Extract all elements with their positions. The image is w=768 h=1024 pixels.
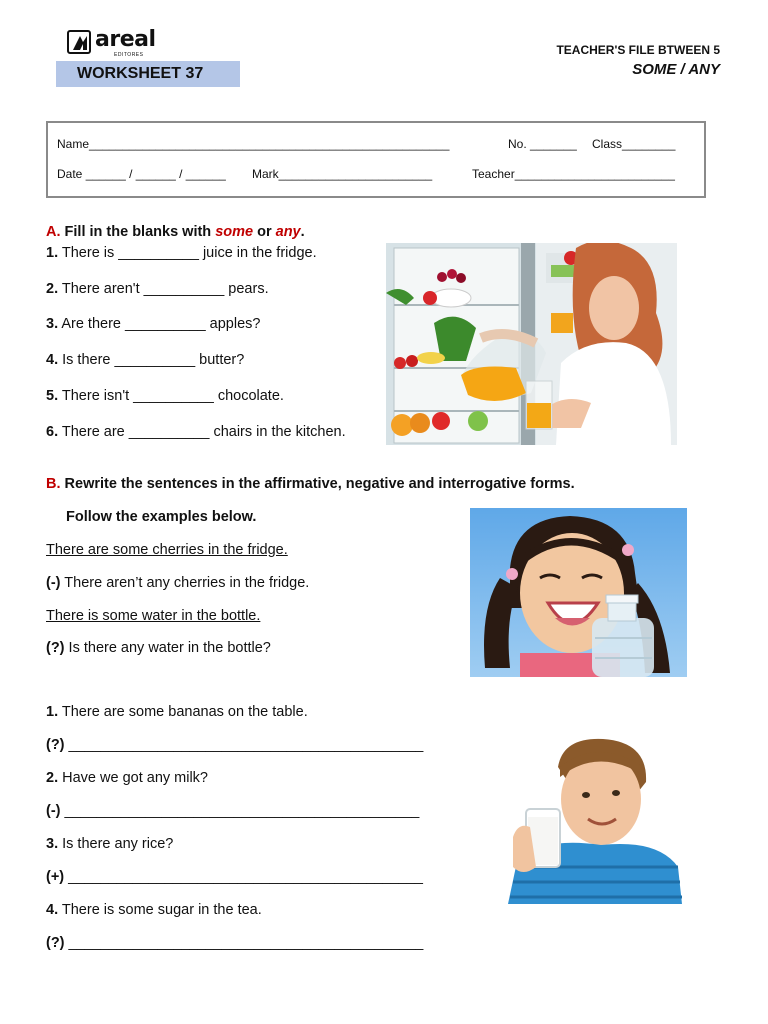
woman-pouring-juice-photo <box>386 243 677 445</box>
exercise-a-item-4[interactable]: 4. Is there __________ butter? <box>46 352 245 368</box>
answer-line-b-1[interactable]: (?) ____________________________________________ <box>46 737 424 753</box>
exercise-a-item-2[interactable]: 2. There aren't __________ pears. <box>46 281 269 297</box>
exercise-b-item-1: 1. There are some bananas on the table. <box>46 704 308 720</box>
logo-mark-icon <box>67 30 91 54</box>
exercise-a-item-6[interactable]: 6. There are __________ chairs in the kitchen. <box>46 424 346 440</box>
answer-line-b-4[interactable]: (?) ____________________________________________ <box>46 935 424 951</box>
section-a-instruction: A. Fill in the blanks with some or any. <box>46 224 305 240</box>
teacher-field[interactable]: Teacher________________________ <box>472 167 675 181</box>
exercise-b-item-4: 4. There is some sugar in the tea. <box>46 902 262 918</box>
class-field[interactable]: Class________ <box>592 137 676 151</box>
teachers-file-label: TEACHER'S FILE BTWEEN 5 <box>556 43 720 57</box>
section-b-follow-examples: Follow the examples below. <box>66 509 257 525</box>
worksheet-label: WORKSHEET 37 <box>77 65 204 82</box>
exercise-a-item-3[interactable]: 3. Are there __________ apples? <box>46 316 261 332</box>
number-field[interactable]: No. _______ <box>508 137 577 151</box>
logo-name: areal <box>95 27 156 52</box>
section-b-instruction: B. Rewrite the sentences in the affirmative, negative and interrogative forms. <box>46 476 575 492</box>
name-field[interactable]: Name______________________________________________________ <box>57 137 450 151</box>
example-affirmative-1: There are some cherries in the fridge. <box>46 542 288 558</box>
logo-subtitle: EDITORES <box>114 52 144 58</box>
publisher-logo <box>67 27 177 58</box>
example-affirmative-2: There is some water in the bottle. <box>46 608 261 624</box>
answer-line-b-3[interactable]: (+) ____________________________________________ <box>46 869 423 885</box>
example-interrogative-1: (?) Is there any water in the bottle? <box>46 640 271 656</box>
exercise-b-item-2: 2. Have we got any milk? <box>46 770 208 786</box>
worksheet-banner <box>56 61 240 87</box>
answer-line-b-2[interactable]: (-) ____________________________________________ <box>46 803 420 819</box>
date-field[interactable]: Date ______ / ______ / ______ <box>57 167 226 181</box>
student-info-box <box>46 121 706 198</box>
topic-title: SOME / ANY <box>632 61 720 78</box>
exercise-a-item-1[interactable]: 1. There is __________ juice in the fridge. <box>46 245 317 261</box>
exercise-b-item-3: 3. Is there any rice? <box>46 836 174 852</box>
girl-with-water-bottle-photo <box>470 508 687 677</box>
example-negative-1: (-) There aren’t any cherries in the fridge. <box>46 575 310 591</box>
mark-field[interactable]: Mark_______________________ <box>252 167 433 181</box>
boy-with-milk-photo <box>488 737 682 904</box>
exercise-a-item-5[interactable]: 5. There isn't __________ chocolate. <box>46 388 284 404</box>
